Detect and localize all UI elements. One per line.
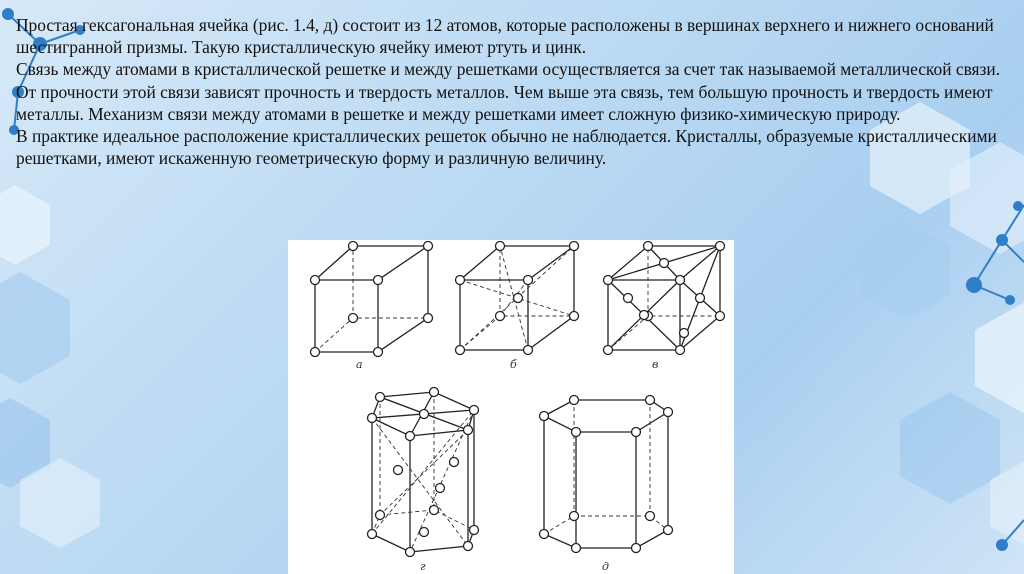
hexagon-decor <box>0 185 50 265</box>
paragraph-crystal-imperfection: В практике идеальное расположение кристаллических решеток обычно не наблюдается. Кристаллы, образуемые кристаллическими решетками, имеют искаженную геометрическую форму и различную величину. <box>16 126 997 169</box>
caption-a: а <box>356 358 363 371</box>
paragraph-hexagonal-cell: Простая гексагональная ячейка (рис. 1.4, д) состоит из 12 атомов, которые расположены в вершинах верхнего и нижнего оснований шестигранной призмы. Такую кристаллическую ячейку имеют ртуть и цинк. <box>16 15 994 58</box>
caption-b: б <box>510 358 517 371</box>
lattice-bcc <box>456 242 579 355</box>
hexagon-decor <box>900 392 1000 504</box>
caption-g: г <box>420 560 426 573</box>
hexagon-decor <box>860 220 950 320</box>
hexagon-decor <box>0 272 70 384</box>
lattice-simple-cubic <box>311 242 433 357</box>
lattice-simple-hexagonal <box>540 396 673 553</box>
lattice-hcp <box>368 388 479 557</box>
hexagon-decor <box>975 302 1024 414</box>
caption-v: в <box>652 358 659 371</box>
crystal-lattice-figure <box>288 240 734 574</box>
lattice-fcc <box>604 242 725 355</box>
slide-body-text <box>16 14 1016 169</box>
paragraph-metallic-bond: Связь между атомами в кристаллической решетке и между решетками осуществляется за счет так называемой металлической связи. От прочности этой связи зависят прочность и твердость металлов. Чем выше эта связь, тем большую прочность и твердость имеют металлы. Механизм связи между атомами в решетке и между решетками имеет сложную физико-химическую природу. <box>16 59 1001 124</box>
caption-d: д <box>602 560 609 573</box>
